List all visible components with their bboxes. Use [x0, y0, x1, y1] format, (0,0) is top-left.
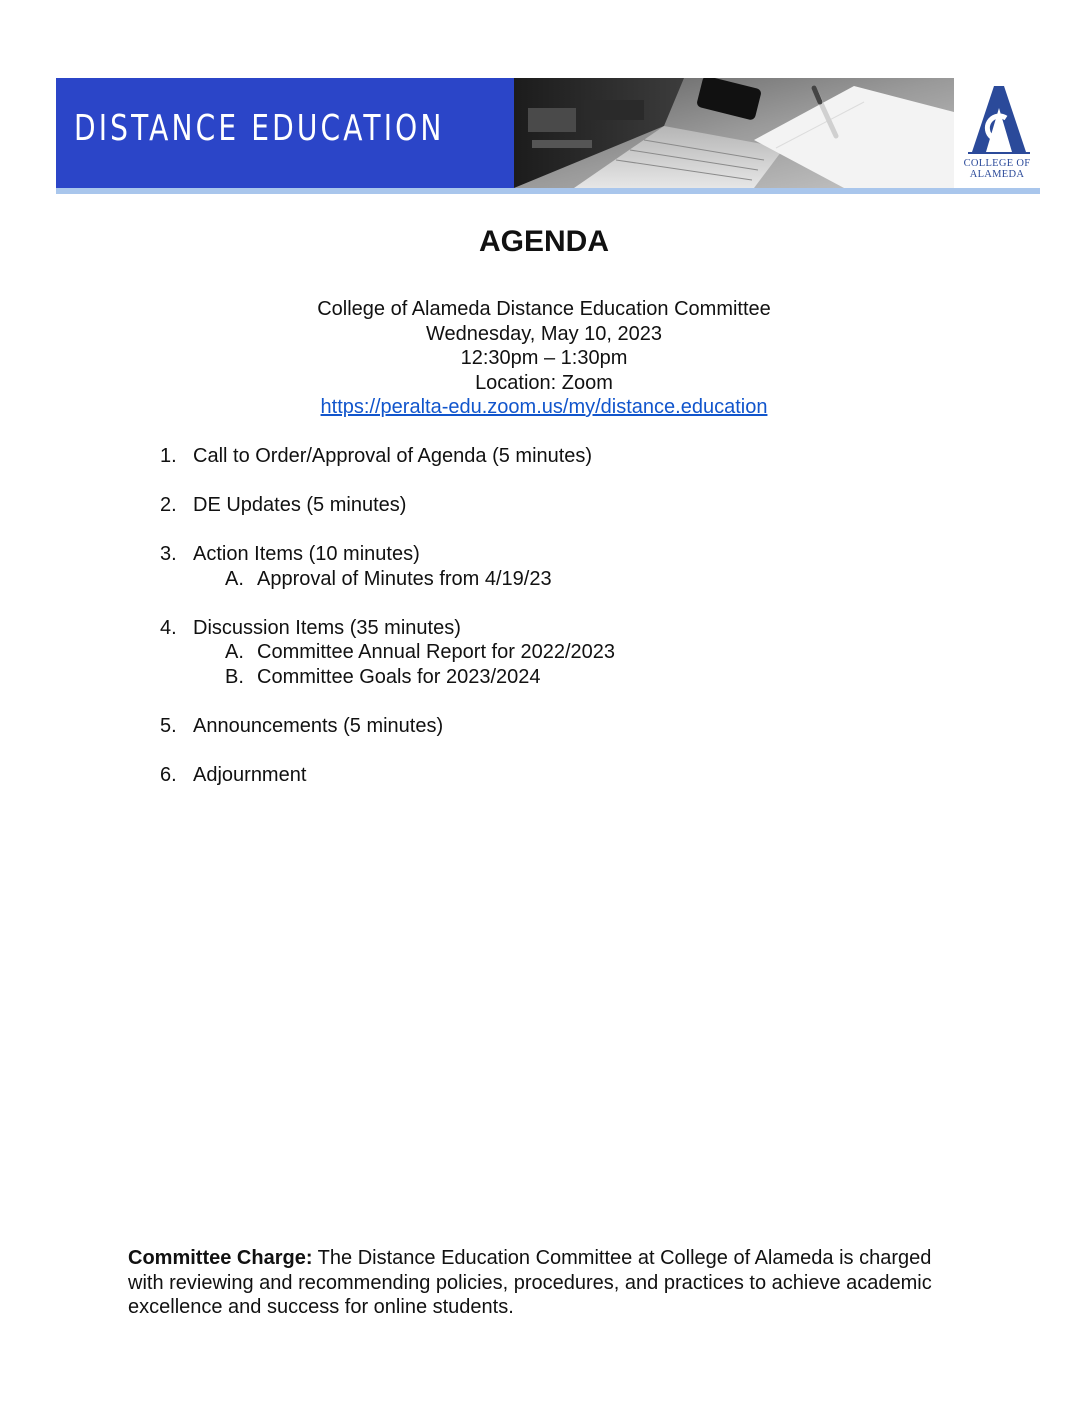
banner-title: DISTANCE EDUCATION — [74, 108, 445, 149]
item-number: 1. — [160, 445, 177, 467]
item-label: Discussion Items (35 minutes) — [193, 617, 461, 639]
item-label: Action Items (10 minutes) — [193, 543, 420, 565]
subitem-letter: A. — [225, 568, 244, 590]
committee-charge-label: Committee Charge: — [128, 1247, 313, 1269]
committee-charge — [128, 1246, 948, 1320]
logo-text-line2: ALAMEDA — [969, 169, 1025, 180]
college-logo — [954, 78, 1040, 188]
committee-name: College of Alameda Distance Education Committee — [317, 298, 771, 320]
college-a-logo-icon — [954, 80, 1040, 158]
meeting-location: Location: Zoom — [475, 371, 613, 394]
banner-divider-strip — [56, 188, 1040, 194]
item-number: 6. — [160, 764, 177, 786]
page-title: AGENDA — [478, 225, 609, 258]
laptop-desk-image — [514, 78, 954, 188]
meeting-info — [0, 297, 1088, 420]
banner-laptop-photo — [514, 78, 954, 188]
logo-text-line1: COLLEGE OF — [963, 158, 1031, 169]
meeting-time: 12:30pm – 1:30pm — [460, 347, 628, 369]
item-number: 5. — [160, 715, 177, 737]
header-banner — [56, 78, 1040, 196]
subitem-label: Committee Goals for 2023/2024 — [257, 666, 541, 688]
subitem-label: Approval of Minutes from 4/19/23 — [257, 568, 552, 590]
item-label: Call to Order/Approval of Agenda (5 minutes) — [193, 445, 593, 467]
zoom-link[interactable]: https://peralta-edu.zoom.us/my/distance.education — [320, 396, 768, 418]
banner-title-panel — [56, 78, 514, 188]
item-number: 4. — [160, 617, 177, 639]
subitem-letter: A. — [225, 641, 244, 663]
meeting-date: Wednesday, May 10, 2023 — [425, 322, 663, 345]
item-number: 3. — [160, 543, 177, 565]
committee-charge-text: The Distance Education Committee at College of Alameda is charged with reviewing and recommending policies, procedures, and practices to achieve academic excellence and success for online students. — [128, 1247, 932, 1318]
subitem-label: Committee Annual Report for 2022/2023 — [257, 641, 615, 663]
item-label: DE Updates (5 minutes) — [193, 494, 407, 516]
subitem-letter: B. — [225, 666, 244, 688]
item-label: Adjournment — [193, 764, 307, 786]
item-label: Announcements (5 minutes) — [193, 715, 444, 737]
item-number: 2. — [160, 494, 177, 516]
